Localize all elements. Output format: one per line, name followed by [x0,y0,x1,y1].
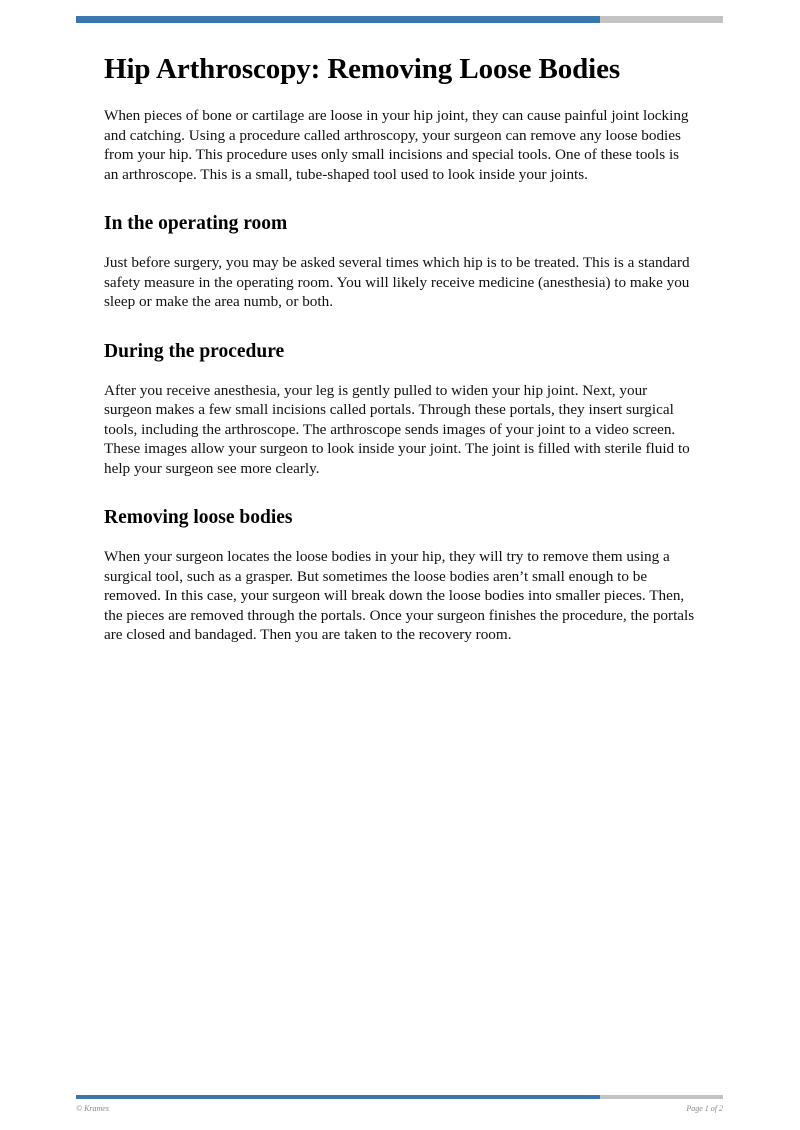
section-heading-operating-room: In the operating room [104,213,288,234]
heading-spacer [104,364,696,381]
section-heading-during-procedure: During the procedure [104,340,285,362]
header-rule-gray-segment [600,16,723,23]
footer-page-number: Page 1 of 2 [686,1103,723,1113]
section-spacer [104,312,696,340]
header-rule-blue-segment [76,16,600,23]
footer-rule-blue-segment [76,1095,600,1099]
footer-rule [76,1095,723,1099]
intro-paragraph: When pieces of bone or cartilage are loose in your hip joint, they can cause painful joint locking and catching. Using a procedure called arthroscopy, your surgeon can remove any loose bodies from your hip. This procedure uses only small incisions and special tools. One of these tools is an arthroscope. This is a small, tube-shaped tool used to look inside your joints. [104,107,689,183]
footer-copyright: © Krames [76,1103,109,1113]
section-paragraph-operating-room: Just before surgery, you may be asked several times which hip is to be treated. This is a standard safety measure in the operating room. You will likely receive medicine (anesthesia) to make you sleep or make the area numb, or both. [104,254,690,310]
page-title: Hip Arthroscopy: Removing Loose Bodies [104,53,621,85]
section-heading-removing-loose-bodies: Removing loose bodies [104,507,293,528]
section-paragraph-removing-loose-bodies: When your surgeon locates the loose bodies in your hip, they will try to remove them using a surgical tool, such as a grasper. But sometimes the loose bodies aren’t small enough to be removed. In this case, your surgeon will break down the loose bodies into smaller pieces. Then, the pieces are removed through the portals. Once your surgeon finishes the procedure, the portals are closed and bandaged. Then you are taken to the recovery room. [104,548,695,643]
section-spacer [104,184,696,212]
section-spacer [104,478,696,506]
document-content [104,52,696,645]
footer-rule-gray-segment [600,1095,723,1099]
heading-spacer [104,530,696,547]
header-rule [76,16,723,23]
heading-spacer [104,236,696,253]
page-footer [76,1101,723,1115]
section-paragraph-during-procedure: After you receive anesthesia, your leg is gently pulled to widen your hip joint. Next, your surgeon makes a few small incisions called portals. Through these portals, they insert surgical tools, including the arthroscope. The arthroscope sends images of your joint to a video screen. These images allow your surgeon to look inside your joint. The joint is filled with sterile fluid to help your surgeon see more clearly. [104,381,690,477]
